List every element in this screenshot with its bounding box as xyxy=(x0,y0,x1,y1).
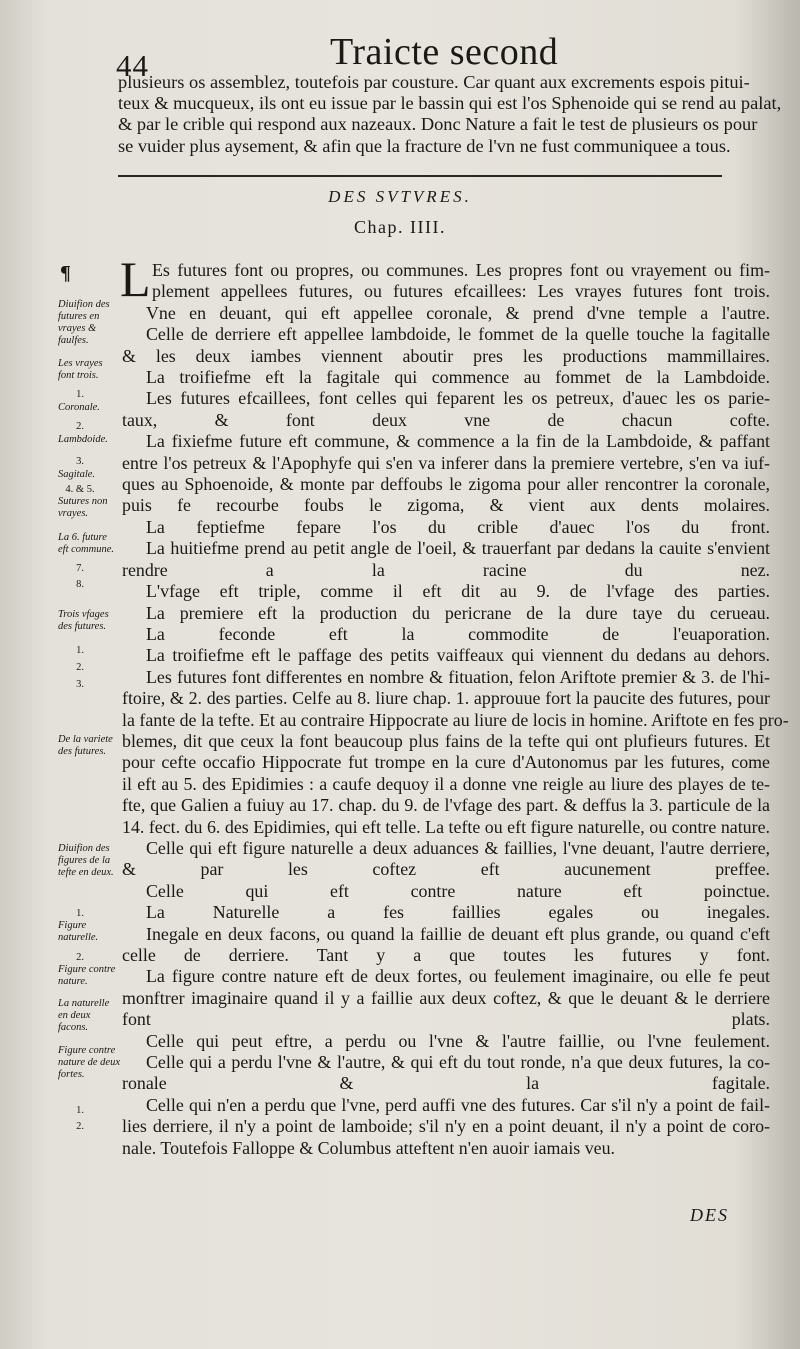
text-line: ftoire, & 2. des parties. Celfe au 8. liure chap. 1. approuue fort la paucite des futures, pour xyxy=(122,688,770,709)
text-line: & par les coftez eft aucunement preffee. xyxy=(122,859,770,880)
text-line: La figure contre nature eft de deux fortes, ou feulement imaginaire, ou elle fe peut xyxy=(146,966,770,987)
margin-note: 2. xyxy=(76,1121,84,1133)
text-line: plement appellees futures, ou futures efcaillees: Les vrayes futures font trois. xyxy=(152,281,770,302)
text-line: La troifiefme eft le paffage des petits vaiffeaux qui viennent du dedans au dehors. xyxy=(146,645,770,666)
text-line: La troifiefme eft la fagitale qui commence au fommet de la Lambdoide. xyxy=(146,367,770,388)
margin-note: Coronale. xyxy=(58,402,100,414)
margin-note: 1. xyxy=(76,1105,84,1117)
text-line: La premiere eft la production du pericrane de la dure taye du cerueau. xyxy=(146,602,770,623)
page-number: 44 xyxy=(116,48,149,83)
margin-note: 7. xyxy=(76,562,84,574)
chapter-title: Chap. IIII. xyxy=(354,217,446,237)
text-line: fte, que Galien a fuiuy au 17. chap. du 9. de l'vfage des part. & deffus la 3. particule de la xyxy=(122,795,770,816)
text-line: & les deux iambes viennent aboutir pres les productions mammillaires. xyxy=(122,345,770,366)
margin-note: Sutures non vrayes. xyxy=(58,496,108,520)
text-line: plusieurs os assemblez, toutefois par cousture. Car quant aux excrements espois pitui- xyxy=(118,72,750,92)
margin-note: 1. xyxy=(76,389,84,401)
section-title: DES SVTVRES. xyxy=(328,187,472,206)
margin-note: 2. xyxy=(76,420,84,432)
margin-note: 2. xyxy=(76,662,84,674)
margin-note: 1. xyxy=(76,645,84,657)
margin-note: Lambdoide. xyxy=(58,434,108,446)
text-line: Vne en deuant, qui eft appellee coronale, & prend d'vne temple a l'autre. xyxy=(146,302,770,323)
margin-note: Diuifion des figures de la tefte en deux. xyxy=(58,843,114,879)
text-line: teux & mucqueux, ils ont eu issue par le bassin qui est l'os Sphenoide qui se rend au palat, xyxy=(118,93,782,114)
text-line: monftrer imaginaire quand il y a faillie aux deux coftez, & que le deuant & le derriere xyxy=(122,987,770,1008)
text-line: Celle qui peut eftre, a perdu ou l'vne & l'autre faillie, ou l'vne feulement. xyxy=(146,1030,770,1051)
text-line: entre l'os petreux & l'Apophyfe qui s'en va inferer dans la premiere vertebre, s'en va iuf- xyxy=(122,452,770,473)
text-line: ques au Sphoenoide, & monte par deffoubs le zigoma pour aller rencontrer la coronale, xyxy=(122,474,770,495)
margin-note: Figure contre nature. xyxy=(58,964,116,988)
text-line: Celle de derriere eft appellee lambdoide, le fommet de la quelle touche la fagitalle xyxy=(146,324,770,345)
margin-note: La 6. future eft commune. xyxy=(58,531,114,555)
text-line: ronale & la fagitale. xyxy=(122,1073,770,1094)
margin-note: 1. xyxy=(76,908,84,920)
margin-note: Sagitale. xyxy=(58,468,96,480)
margin-note: 8. xyxy=(76,578,84,590)
margin-note: 2. xyxy=(76,952,84,964)
text-line: puis fe recourbe foubs le zigoma, & vient aux dents molaires. xyxy=(122,495,770,516)
text-line: nale. Toutefois Falloppe & Columbus atteftent n'en auoir iamais veu. xyxy=(122,1137,616,1158)
drop-cap: L xyxy=(120,251,151,307)
text-line: La feptiefme fepare l'os du crible d'auec l'os du front. xyxy=(146,516,770,537)
chapter-body xyxy=(122,260,789,1159)
running-head: Traicte second xyxy=(330,31,559,73)
section-rule xyxy=(118,175,722,177)
text-line: font plats. xyxy=(122,1009,770,1030)
margin-note: 3. xyxy=(76,455,84,467)
paragraph-mark-icon: ¶ xyxy=(60,262,71,284)
margin-note: Trois vfages des futures. xyxy=(58,608,109,632)
text-line: pour cefte occafio Hippocrate fut trompe en la cure d'Autonomus par les futures, come xyxy=(122,752,770,773)
margin-note: Figure naturelle. xyxy=(58,920,99,944)
margin-note: Les vrayes font trois. xyxy=(58,358,103,382)
text-line: rendre a la racine du nez. xyxy=(122,559,770,580)
text-line: taux, & font deux vne de chacun cofte. xyxy=(122,409,770,430)
text-line: La Naturelle a fes faillies egales ou inegales. xyxy=(146,902,770,923)
text-line: La fixiefme future eft commune, & commence a la fin de la Lambdoide, & paffant xyxy=(146,431,770,452)
text-line: Celle qui eft contre nature eft poinctue. xyxy=(146,880,770,901)
text-line: Celle qui n'en a perdu que l'vne, perd auffi vne des futures. Car s'il n'y a point de fail- xyxy=(146,1094,770,1115)
text-line: lies derriere, il n'y a point de lamboide; s'il n'y en a point deuant, il n'y a point de coro- xyxy=(122,1116,770,1137)
margin-note: Diuifion des futures en vrayes & faulfes. xyxy=(58,298,110,346)
continued-paragraph xyxy=(118,72,782,157)
catchword: DES xyxy=(690,1205,729,1225)
text-line: 14. fect. du 6. des Epidimies, qui eft telle. La tefte ou eft figure naturelle, ou contre nature. xyxy=(122,816,770,837)
text-line: celle de derriere. Tant y a que toutes les futures y font. xyxy=(122,945,770,965)
text-line: se vuider plus aysement, & afin que la fracture de l'vn ne fust communiquee a tous. xyxy=(118,135,731,156)
margin-note: La naturelle en deux facons. xyxy=(58,998,110,1034)
text-line: Les futures font differentes en nombre & fituation, felon Ariftote premier & 3. de l'hi- xyxy=(146,666,770,687)
text-line: & par le crible qui respond aux nazeaux. Donc Nature a fait le test de plusieurs os pour xyxy=(118,114,758,135)
text-line: L'vfage eft triple, comme il eft dit au 9. de l'vfage des parties. xyxy=(146,581,770,602)
margin-note: Figure contre nature de deux fortes. xyxy=(58,1045,121,1081)
margin-note: 4. & 5. xyxy=(65,483,95,495)
text-line: Celle qui eft figure naturelle a deux aduances & faillies, l'vne deuant, l'autre derriere, xyxy=(146,837,770,858)
text-line: Les futures efcaillees, font celles qui feparent les os petreux, d'auec les os parie- xyxy=(146,388,770,409)
margin-note: 3. xyxy=(76,679,84,691)
text-line: Inegale en deux facons, ou quand la faillie de deuant eft plus grande, ou quand c'eft xyxy=(146,923,770,944)
text-line: Celle qui a perdu l'vne & l'autre, & qui eft du tout ronde, n'a que deux futures, la co- xyxy=(146,1052,770,1073)
text-line: il eft au 5. des Epidimies : a caufe dequoy il a donne vne reigle au liure des playes de te- xyxy=(122,773,770,794)
text-line: la fante de la tefte. Et au contraire Hippocrate au liure de locis in homine. Ariftote en fes pro- xyxy=(122,709,789,730)
margin-note: De la variete des futures. xyxy=(58,734,113,757)
text-line: La feconde eft la commodite de l'euaporation. xyxy=(146,623,770,644)
text-line: Es futures font ou propres, ou communes. Les propres font ou vrayement ou fim- xyxy=(152,260,770,280)
text-line: blemes, dit que ceux la font beaucoup plus fains de la tefte qui ont plufieurs futures. Et xyxy=(122,730,770,751)
text-line: La huitiefme prend au petit angle de l'oeil, & trauerfant par dedans la cauite s'envient xyxy=(146,538,770,559)
